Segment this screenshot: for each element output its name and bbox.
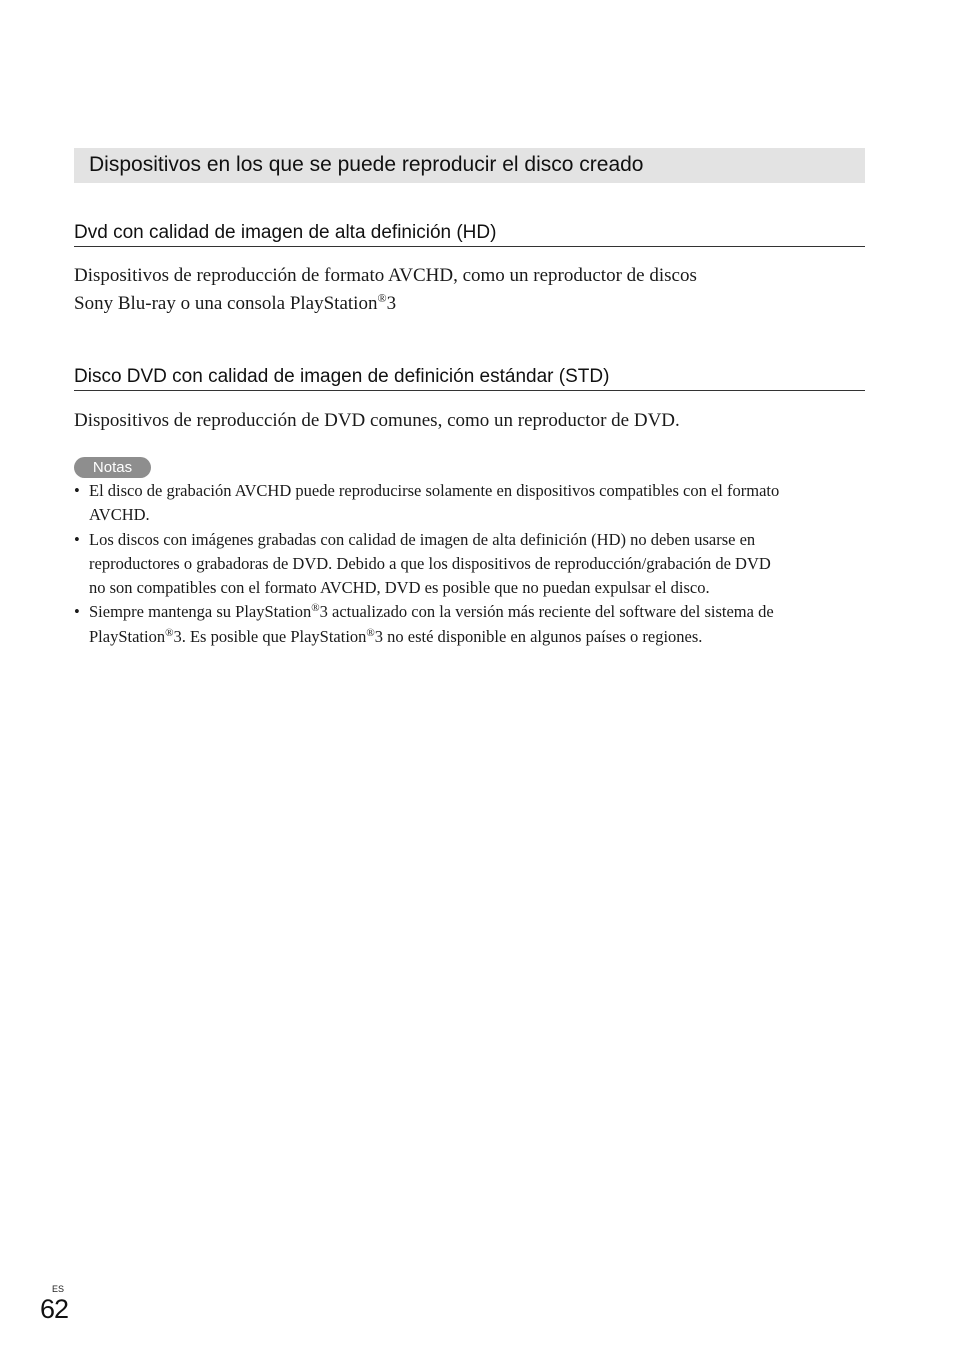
note-item-3 xyxy=(74,600,874,649)
note-3-line-1 xyxy=(89,600,874,624)
section-header-bar xyxy=(74,148,865,183)
page-language-code: ES xyxy=(52,1284,65,1294)
hd-body-line-2-text: Sony Blu-ray o una consola PlayStation xyxy=(74,293,378,314)
notes-badge: Notas xyxy=(74,457,151,478)
hd-body-suffix: 3 xyxy=(386,293,397,314)
note-2-line-1: Los discos con imágenes grabadas con calidad de imagen de alta definición (HD) no deben usarse en xyxy=(89,529,756,549)
note-2-line-2: reproductores o grabadoras de DVD. Debido a que los dispositivos de reproducción/grabación de DVD xyxy=(89,553,771,573)
note-1-line-2: AVCHD. xyxy=(89,505,150,525)
note-2-line-3: no son compatibles con el formato AVCHD, DVD es posible que no puedan expulsar el disco. xyxy=(89,578,710,598)
std-heading: Disco DVD con calidad de imagen de definición estándar (STD) xyxy=(74,365,865,391)
section-title: Dispositivos en los que se puede reproducir el disco creado xyxy=(89,153,644,176)
note-3-part-2: 3 actualizado con la versión más reciente del software del sistema de xyxy=(319,602,774,622)
note-3-part-5: 3 no esté disponible en algunos países o regiones. xyxy=(374,626,703,646)
note-item-2 xyxy=(74,528,874,601)
registered-mark: ® xyxy=(366,626,375,639)
notes-list xyxy=(74,479,874,649)
std-body xyxy=(74,407,865,435)
hd-body xyxy=(74,262,865,318)
hd-body-line-1: Dispositivos de reproducción de formato AVCHD, como un reproductor de discos xyxy=(74,265,697,286)
bullet-icon: • xyxy=(74,602,80,622)
bullet-icon: • xyxy=(74,529,80,549)
registered-mark: ® xyxy=(377,291,387,305)
bullet-icon: • xyxy=(74,481,80,500)
hd-heading: Dvd con calidad de imagen de alta definición (HD) xyxy=(74,221,865,247)
note-3-part-3: PlayStation xyxy=(89,626,166,646)
note-item-1 xyxy=(74,479,874,528)
note-3-part-4: 3. Es posible que PlayStation xyxy=(173,626,367,646)
std-body-line: Dispositivos de reproducción de DVD comunes, como un reproductor de DVD. xyxy=(74,410,680,431)
registered-mark: ® xyxy=(311,602,320,615)
hd-body-line-2 xyxy=(74,290,865,318)
page-number: 62 xyxy=(40,1294,69,1324)
note-3-part-1: Siempre mantenga su PlayStation xyxy=(89,602,312,622)
note-3-line-2 xyxy=(89,625,874,649)
registered-mark: ® xyxy=(165,626,174,639)
note-1-line-1: El disco de grabación AVCHD puede reproducirse solamente en dispositivos compatibles con el formato xyxy=(89,481,780,500)
